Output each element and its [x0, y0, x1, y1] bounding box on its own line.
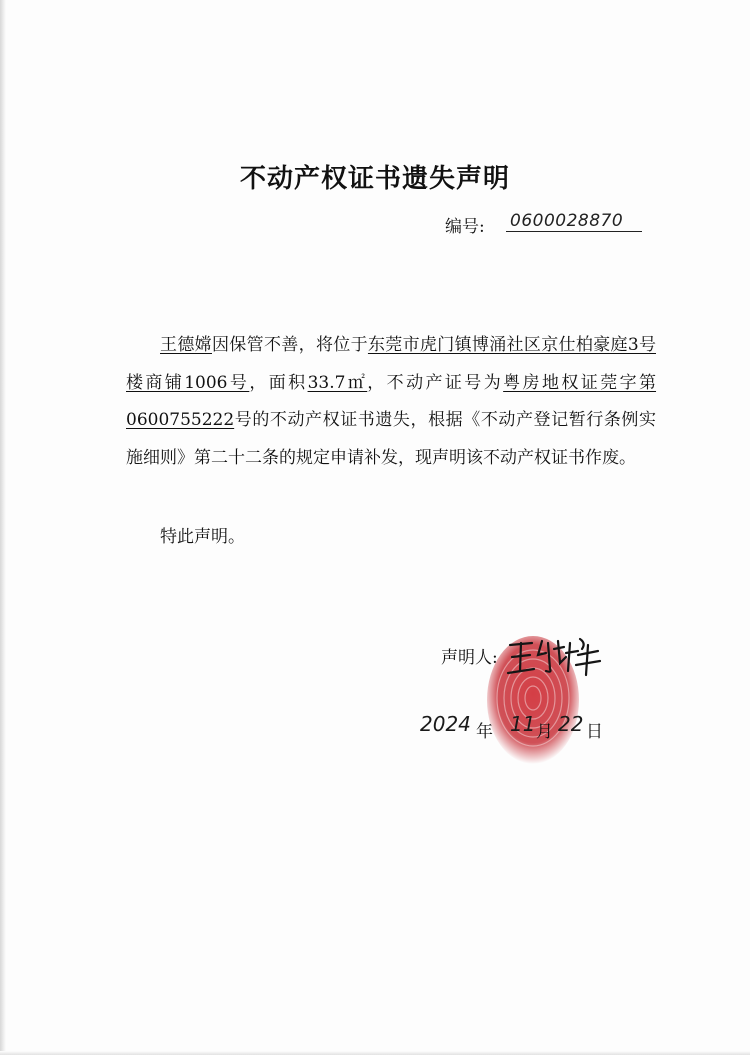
property-area: 33.7㎡ [307, 372, 368, 393]
date-day: 22 [558, 712, 584, 736]
document-title: 不动产权证书遗失声明 [239, 164, 510, 194]
date-month: 11 [510, 712, 536, 736]
date-year: 2024 [420, 712, 471, 736]
declarant-label: 声明人: [441, 648, 498, 668]
certificate-number: 粤房地权证莞字第0600755222 [126, 372, 657, 430]
scan-bottom-shadow [0, 1051, 750, 1055]
handwritten-signature [506, 633, 606, 681]
text-segment-4: 号的不动产权证书遗失，根据《不动产登记暂行条例实施细则》第二十二条的规定申请补发，现声明该不动产权证书作废。 [126, 410, 656, 468]
owner-name: 王德嫦 [160, 335, 212, 355]
text-segment-1: 因保管不善，将位于 [211, 335, 368, 355]
serial-number: 0600028870 [510, 211, 624, 231]
property-location: 东莞市虎门镇博涌社区京仕柏豪庭3号楼商铺1006号 [126, 335, 656, 393]
text-segment-3: ，不动产证号为 [367, 372, 504, 393]
declaration-paragraph [126, 327, 656, 477]
date-year-label: 年 [476, 722, 493, 742]
closing-statement: 特此声明。 [160, 527, 245, 547]
serial-label: 编号: [445, 217, 485, 237]
text-segment-2: ，面积 [249, 372, 308, 393]
date-day-label: 日 [586, 722, 603, 742]
date-month-label: 月 [536, 722, 553, 742]
serial-underline [506, 231, 642, 232]
